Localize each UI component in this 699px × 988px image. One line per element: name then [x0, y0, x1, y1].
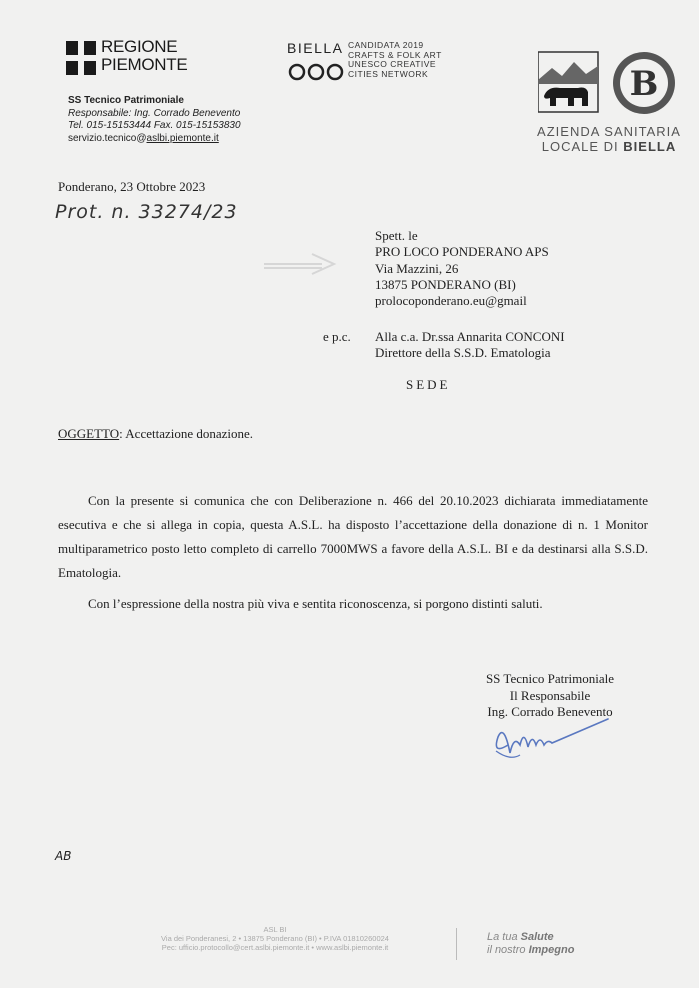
office-info [68, 95, 241, 145]
office-name: SS Tecnico Patrimoniale [68, 95, 184, 106]
cc-label: e p.c. [323, 329, 351, 344]
body-paragraph-2: Con l’espressione della nostra più viva e sentita riconoscenza, si porgono distinti saluti. [88, 596, 543, 611]
letter-date: Ponderano, 23 Ottobre 2023 [58, 179, 206, 194]
addressee-email[interactable]: prolocoponderano.eu@gmail [375, 293, 527, 309]
svg-text:B: B [629, 64, 659, 104]
svg-text:AB: AB [55, 849, 72, 863]
footer-address: ASL BI Via dei Ponderanesi, 2 • 13875 Ponderano (BI) • P.IVA 01810260024 Pec: ufficio.protocollo@cert.aslbi.piemonte.it • www.aslbi.piemonte.it [161, 925, 389, 952]
subject-line: OGGETTO: Accettazione donazione. [58, 426, 254, 441]
office-email[interactable]: servizio.tecnico@aslbi.piemonte.it [68, 132, 219, 144]
sede-label: SEDE [406, 377, 451, 392]
faint-arrow-icon [262, 250, 342, 280]
cc-block: Alla c.a. Dr.ssa Annarita CONCONI Direttore della S.S.D. Ematologia [375, 329, 565, 361]
biella-wordmark: BIELLA [287, 40, 344, 56]
signature-block: SS Tecnico Patrimoniale Il Responsabile Ing. Corrado Benevento [485, 671, 615, 719]
regione-piemonte-logo [66, 41, 96, 75]
office-phone: Tel. 015-15153444 Fax. 015-15153830 [68, 120, 241, 131]
office-responsible: Responsabile: Ing. Corrado Benevento [68, 107, 241, 119]
regione-piemonte-name: REGIONE PIEMONTE [101, 37, 188, 74]
protocol-number: Prot. n. 33274/23 [55, 201, 238, 223]
biella-tagline: CANDIDATA 2019 CRAFTS & FOLK ART UNESCO CREATIVE CITIES NETWORK [348, 40, 442, 79]
asl-name: AZIENDA SANITARIA LOCALE DI BIELLA [537, 124, 681, 154]
biella-knot-icon [287, 62, 345, 82]
handwritten-signature [490, 715, 610, 765]
asl-biella-logo [538, 50, 680, 116]
initials-mark [54, 846, 78, 864]
footer-divider [456, 928, 457, 960]
footer-slogan: La tua Salute il nostro Impegno [487, 931, 575, 956]
addressee-block: Spett. le PRO LOCO PONDERANO APS Via Mazzini, 26 13875 PONDERANO (BI) prolocoponderano.eu@gmail [375, 228, 549, 309]
body-paragraph-1: Con la presente si comunica che con Deliberazione n. 466 del 20.10.2023 dichiarata immediatamente esecutiva e che si allega in copia, questa A.S.L. ha disposto l’accettazione della donazione di n. 1 Monitor multiparametrico posto letto completo di carrello 7000MWS a favore della A.S.L. BI e da destinarsi alla S.S.D. Ematologia. [58, 493, 648, 580]
